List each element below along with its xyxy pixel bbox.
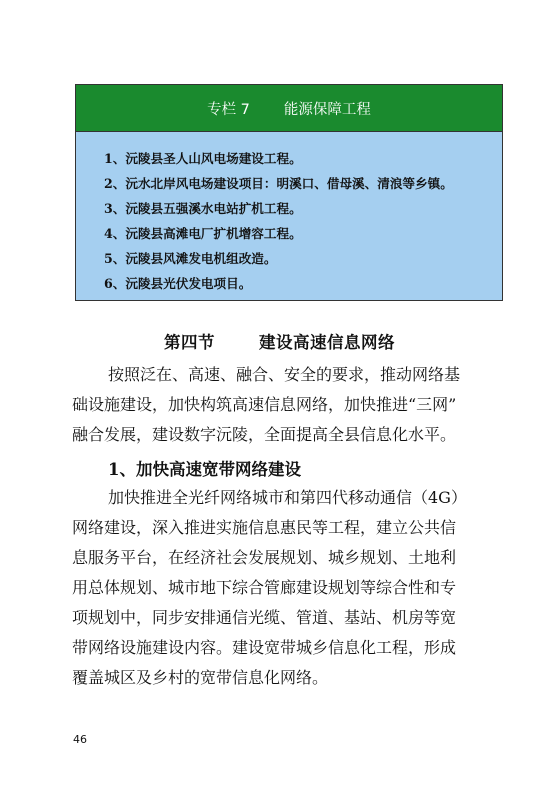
column-item: 6、沅陵县光伏发电项目。	[104, 276, 252, 291]
column-item: 4、沅陵县高滩电厂扩机增容工程。	[104, 226, 302, 241]
page-number: 46	[73, 733, 87, 746]
column-header	[76, 85, 502, 132]
section-number: 第四节	[164, 333, 215, 352]
paragraph-line: 带网络设施建设内容。建设宽带城乡信息化工程，形成	[72, 638, 457, 657]
column-item: 3、沅陵县五强溪水电站扩机工程。	[104, 201, 302, 216]
energy-column-box	[75, 84, 503, 301]
column-body	[76, 132, 502, 300]
column-label: 专栏 7	[207, 101, 250, 118]
paragraph-line: 按照泛在、高速、融合、安全的要求，推动网络基	[108, 365, 461, 384]
column-item: 2、沅水北岸风电场建设项目：明溪口、借母溪、清浪等乡镇。	[104, 176, 453, 191]
paragraph-line: 用总体规划、城市地下综合管廊建设规划等综合性和专	[72, 578, 457, 597]
subsection-heading: 1、加快高速宽带网络建设	[108, 460, 301, 479]
column-item: 1、沅陵县圣人山风电场建设工程。	[104, 151, 302, 166]
paragraph-line: 融合发展，建设数字沅陵，全面提高全县信息化水平。	[72, 425, 457, 444]
paragraph-line: 覆盖城区及乡村的宽带信息化网络。	[72, 668, 329, 687]
section-title: 建设高速信息网络	[259, 333, 395, 352]
paragraph-line: 网络建设，深入推进实施信息惠民等工程，建立公共信	[72, 518, 457, 537]
column-title: 能源保障工程	[283, 101, 371, 118]
broadband-paragraph	[72, 483, 504, 693]
paragraph-line: 础设施建设，加快构筑高速信息网络，加快推进“三网”	[72, 395, 457, 414]
paragraph-line: 加快推进全光纤网络城市和第四代移动通信（4G）	[108, 488, 467, 507]
paragraph-line: 息服务平台，在经济社会发展规划、城乡规划、土地利	[72, 548, 457, 567]
paragraph-line: 项规划中，同步安排通信光缆、管道、基站、机房等宽	[72, 608, 457, 627]
intro-paragraph	[72, 360, 504, 450]
column-item: 5、沅陵县风滩发电机组改造。	[104, 251, 277, 266]
section-heading	[0, 329, 559, 353]
